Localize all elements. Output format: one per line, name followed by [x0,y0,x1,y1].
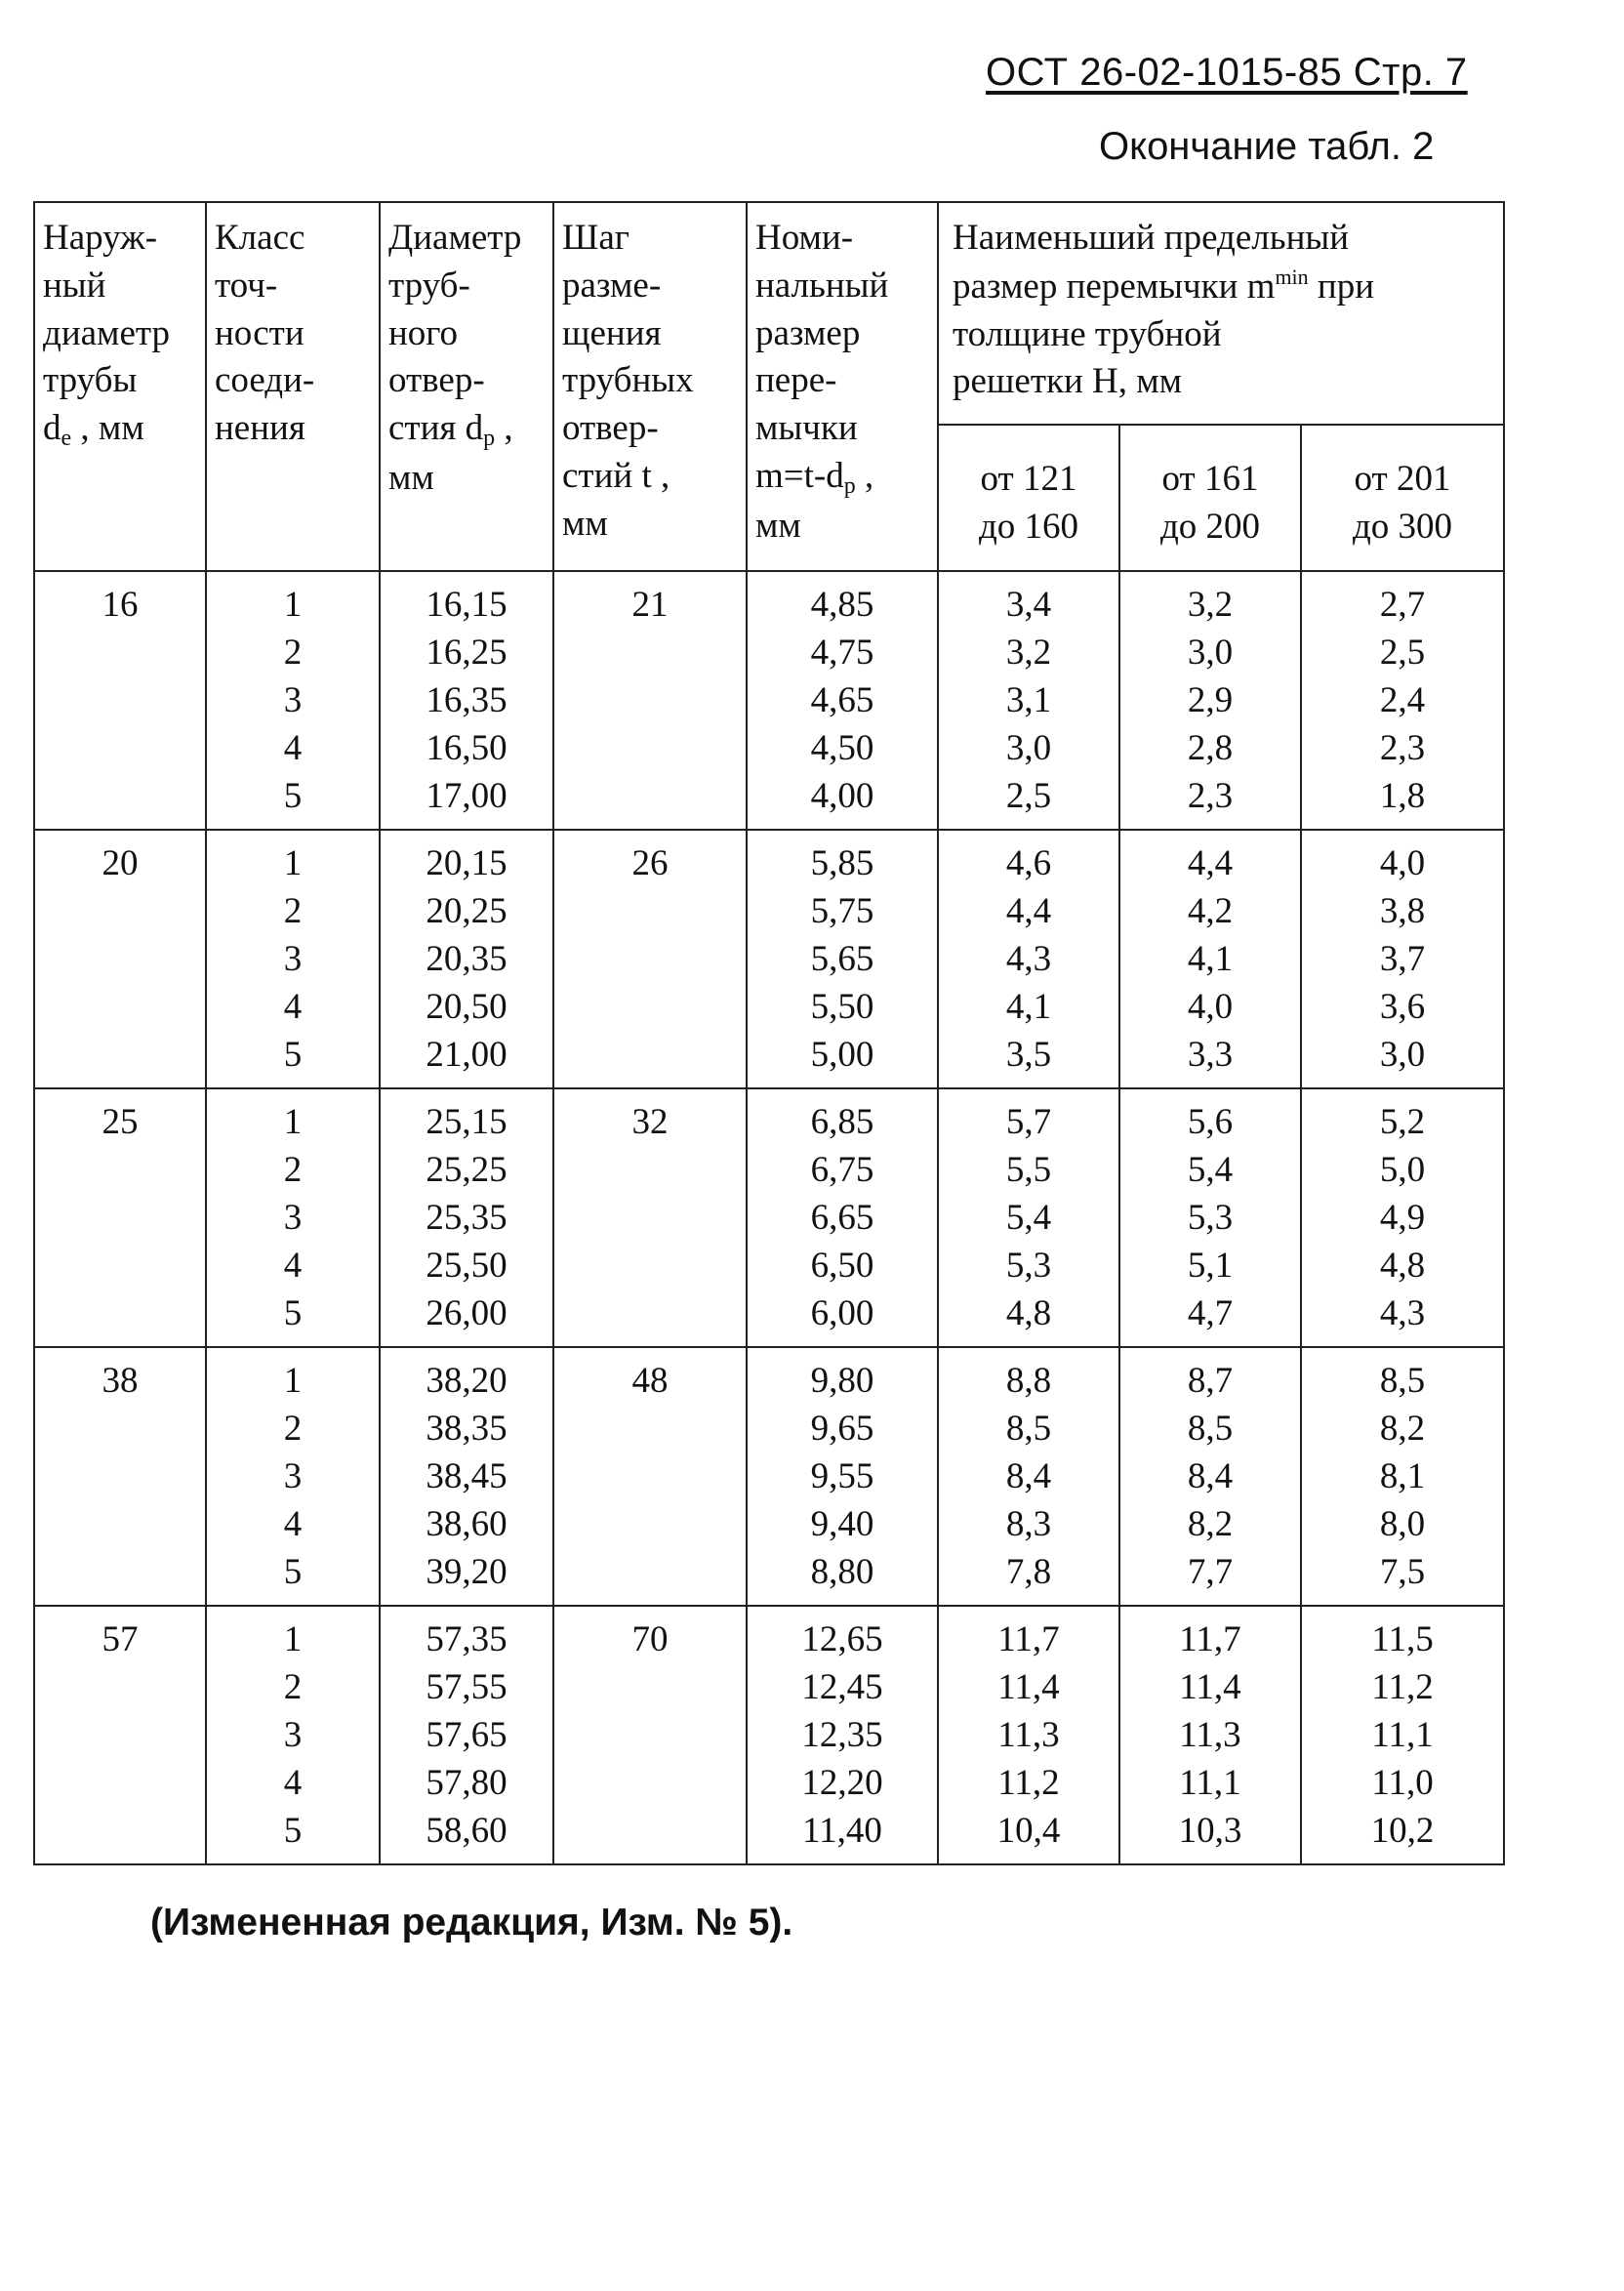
cell-min-bridge-161-200-value: 4,0 [1187,987,1234,1027]
cell-min-bridge-121-160-value: 11,4 [997,1667,1060,1707]
cell-nominal-bridge-value: 12,35 [801,1715,883,1755]
cell-min-bridge-161-200 [1119,1347,1301,1606]
cell-min-bridge-201-300-value: 3,6 [1379,987,1426,1027]
cell-accuracy-class-value: 2 [283,891,303,931]
cell-min-bridge-161-200 [1119,571,1301,830]
cell-min-bridge-121-160 [938,1606,1119,1864]
cell-min-bridge-201-300 [1301,1347,1504,1606]
cell-min-bridge-161-200-value: 2,8 [1187,728,1234,768]
cell-nominal-bridge-value: 6,50 [810,1246,874,1286]
cell-hole-diameter [380,830,553,1088]
cell-min-bridge-161-200-value: 3,0 [1187,633,1234,673]
cell-nominal-bridge-value: 4,65 [810,680,874,720]
table-row-group [34,830,1504,1088]
cell-hole-diameter-value: 16,35 [426,680,508,720]
cell-accuracy-class-value: 2 [283,1409,303,1449]
cell-min-bridge-201-300-value: 5,0 [1379,1150,1426,1190]
cell-accuracy-class-value: 5 [283,1552,303,1592]
cell-min-bridge-121-160-value: 3,4 [1005,585,1052,625]
cell-hole-diameter-value: 20,35 [426,939,508,979]
cell-hole-diameter-value: 25,25 [426,1150,508,1190]
cell-min-bridge-161-200-value: 10,3 [1178,1811,1242,1851]
cell-min-bridge-161-200-value: 7,7 [1187,1552,1234,1592]
cell-outer-diameter: 25 [34,1088,206,1347]
table-row [34,1347,1504,1606]
cell-hole-diameter-value: 16,50 [426,728,508,768]
cell-min-bridge-201-300-value: 3,0 [1379,1035,1426,1075]
cell-pitch: 21 [553,571,747,830]
cell-min-bridge-121-160-value: 10,4 [996,1811,1061,1851]
cell-hole-diameter [380,1088,553,1347]
cell-min-bridge-121-160-value: 5,3 [1005,1246,1052,1286]
cell-min-bridge-201-300-value: 1,8 [1379,776,1426,816]
cell-accuracy-class-value: 4 [283,987,303,1027]
cell-nominal-bridge-value: 11,40 [802,1811,882,1851]
cell-hole-diameter-value: 38,20 [426,1361,508,1401]
header-range-201-300: от 201 до 300 [1301,425,1504,571]
cell-outer-diameter: 57 [34,1606,206,1864]
cell-accuracy-class-value: 1 [283,585,303,625]
cell-min-bridge-201-300-value: 11,1 [1371,1715,1434,1755]
cell-min-bridge-201-300-value: 4,9 [1379,1198,1426,1238]
cell-accuracy-class [206,1347,380,1606]
cell-min-bridge-201-300-value: 8,1 [1379,1456,1426,1496]
cell-min-bridge-201-300-value: 3,8 [1379,891,1426,931]
cell-accuracy-class [206,571,380,830]
cell-min-bridge-201-300-value: 8,2 [1379,1409,1426,1449]
cell-min-bridge-121-160 [938,571,1119,830]
cell-accuracy-class-value: 1 [283,1361,303,1401]
cell-nominal-bridge-value: 4,85 [810,585,874,625]
cell-hole-diameter-value: 57,80 [426,1763,508,1803]
cell-min-bridge-121-160 [938,1347,1119,1606]
cell-min-bridge-121-160 [938,830,1119,1088]
cell-min-bridge-161-200-value: 11,1 [1179,1763,1241,1803]
cell-min-bridge-161-200-value: 11,3 [1179,1715,1241,1755]
cell-min-bridge-121-160-value: 5,4 [1005,1198,1052,1238]
cell-min-bridge-161-200-value: 4,1 [1187,939,1234,979]
cell-min-bridge-121-160-value: 3,5 [1005,1035,1052,1075]
cell-nominal-bridge-value: 5,85 [810,843,874,883]
cell-min-bridge-121-160-value: 7,8 [1005,1552,1052,1592]
cell-hole-diameter-value: 38,35 [426,1409,508,1449]
cell-accuracy-class-value: 3 [283,1198,303,1238]
cell-nominal-bridge [747,830,938,1088]
cell-accuracy-class-value: 5 [283,776,303,816]
cell-outer-diameter: 16 [34,571,206,830]
cell-accuracy-class-value: 3 [283,1456,303,1496]
cell-hole-diameter-value: 25,50 [426,1246,508,1286]
table-caption: Окончание табл. 2 [1099,125,1435,168]
cell-min-bridge-161-200-value: 11,4 [1179,1667,1241,1707]
cell-nominal-bridge [747,571,938,830]
table-row [34,1088,1504,1347]
cell-nominal-bridge-value: 9,55 [810,1456,874,1496]
cell-min-bridge-201-300-value: 3,7 [1379,939,1426,979]
cell-nominal-bridge-value: 12,45 [801,1667,883,1707]
cell-min-bridge-121-160-value: 11,3 [997,1715,1060,1755]
cell-nominal-bridge-value: 4,75 [810,633,874,673]
cell-min-bridge-201-300-value: 8,0 [1379,1504,1426,1544]
cell-min-bridge-161-200-value: 8,5 [1187,1409,1234,1449]
cell-min-bridge-161-200-value: 5,6 [1187,1102,1234,1142]
cell-min-bridge-201-300 [1301,830,1504,1088]
document-code: ОСТ 26-02-1015-85 Стр. 7 [986,51,1468,94]
cell-min-bridge-121-160-value: 3,1 [1005,680,1052,720]
cell-accuracy-class-value: 4 [283,1763,303,1803]
cell-hole-diameter-value: 20,50 [426,987,508,1027]
cell-min-bridge-201-300-value: 11,2 [1371,1667,1434,1707]
cell-hole-diameter-value: 38,45 [426,1456,508,1496]
cell-min-bridge-161-200-value: 3,2 [1187,585,1234,625]
cell-min-bridge-201-300-value: 5,2 [1379,1102,1426,1142]
cell-hole-diameter-value: 17,00 [426,776,508,816]
cell-min-bridge-121-160-value: 11,7 [997,1619,1060,1659]
cell-min-bridge-161-200-value: 8,4 [1187,1456,1234,1496]
cell-accuracy-class [206,1606,380,1864]
cell-min-bridge-201-300-value: 10,2 [1370,1811,1435,1851]
cell-min-bridge-161-200-value: 8,2 [1187,1504,1234,1544]
cell-min-bridge-121-160-value: 2,5 [1005,776,1052,816]
cell-pitch: 26 [553,830,747,1088]
cell-nominal-bridge-value: 5,65 [810,939,874,979]
cell-accuracy-class-value: 4 [283,728,303,768]
cell-hole-diameter-value: 21,00 [426,1035,508,1075]
cell-min-bridge-201-300-value: 7,5 [1379,1552,1426,1592]
cell-accuracy-class-value: 5 [283,1293,303,1333]
cell-hole-diameter-value: 39,20 [426,1552,508,1592]
header-min-bridge-group: Наименьший предельный размер перемычки $m^{min}$ при толщине трубной решетки H, мм [938,202,1504,425]
cell-min-bridge-121-160 [938,1088,1119,1347]
cell-min-bridge-121-160-value: 4,8 [1005,1293,1052,1333]
cell-hole-diameter-value: 16,25 [426,633,508,673]
header-pitch: Шаг разме- щения трубных отвер- стий t , мм [553,202,747,571]
cell-min-bridge-201-300-value: 2,3 [1379,728,1426,768]
cell-nominal-bridge-value: 6,00 [810,1293,874,1333]
table-row [34,1606,1504,1864]
cell-accuracy-class-value: 2 [283,1150,303,1190]
cell-nominal-bridge-value: 6,75 [810,1150,874,1190]
header-range-161-200: от 161 до 200 [1119,425,1301,571]
cell-min-bridge-161-200-value: 4,7 [1187,1293,1234,1333]
cell-min-bridge-161-200 [1119,1606,1301,1864]
header-nominal-bridge: Номи- нальный размер пере- мычки $m=t-d_p$ , мм [747,202,938,571]
cell-min-bridge-161-200-value: 11,7 [1179,1619,1241,1659]
cell-hole-diameter-value: 20,25 [426,891,508,931]
cell-nominal-bridge-value: 9,40 [810,1504,874,1544]
cell-accuracy-class-value: 2 [283,1667,303,1707]
cell-nominal-bridge-value: 6,65 [810,1198,874,1238]
amendment-note: (Измененная редакция, Изм. № 5). [150,1902,793,1943]
cell-hole-diameter-value: 20,15 [426,843,508,883]
cell-accuracy-class-value: 4 [283,1246,303,1286]
cell-hole-diameter-value: 58,60 [426,1811,508,1851]
cell-accuracy-class-value: 3 [283,680,303,720]
header-outer-diameter: Наруж- ный диаметр трубы $d_e$ , мм [34,202,206,571]
cell-outer-diameter: 20 [34,830,206,1088]
cell-nominal-bridge [747,1347,938,1606]
cell-min-bridge-161-200-value: 5,3 [1187,1198,1234,1238]
cell-pitch: 70 [553,1606,747,1864]
header-hole-diameter: Диаметр труб- ного отвер- стия $d_р$ , мм [380,202,553,571]
cell-min-bridge-121-160-value: 11,2 [997,1763,1060,1803]
cell-nominal-bridge [747,1088,938,1347]
cell-min-bridge-161-200-value: 2,3 [1187,776,1234,816]
table-row-group [34,1606,1504,1864]
table-row-group [34,1347,1504,1606]
cell-outer-diameter: 38 [34,1347,206,1606]
cell-accuracy-class-value: 5 [283,1035,303,1075]
cell-nominal-bridge-value: 6,85 [810,1102,874,1142]
cell-nominal-bridge-value: 5,75 [810,891,874,931]
cell-min-bridge-161-200-value: 3,3 [1187,1035,1234,1075]
cell-accuracy-class [206,1088,380,1347]
table-row [34,830,1504,1088]
cell-min-bridge-121-160-value: 8,8 [1005,1361,1052,1401]
cell-accuracy-class-value: 1 [283,1102,303,1142]
cell-hole-diameter-value: 38,60 [426,1504,508,1544]
cell-accuracy-class-value: 4 [283,1504,303,1544]
cell-nominal-bridge-value: 9,65 [810,1409,874,1449]
cell-min-bridge-161-200-value: 2,9 [1187,680,1234,720]
cell-min-bridge-201-300-value: 4,8 [1379,1246,1426,1286]
cell-pitch: 48 [553,1347,747,1606]
cell-min-bridge-121-160-value: 8,4 [1005,1456,1052,1496]
cell-nominal-bridge-value: 9,80 [810,1361,874,1401]
cell-hole-diameter-value: 57,55 [426,1667,508,1707]
cell-hole-diameter [380,571,553,830]
cell-hole-diameter-value: 25,35 [426,1198,508,1238]
cell-min-bridge-161-200-value: 4,4 [1187,843,1234,883]
cell-hole-diameter-value: 25,15 [426,1102,508,1142]
cell-pitch: 32 [553,1088,747,1347]
data-table [33,201,1505,1865]
cell-nominal-bridge-value: 4,00 [810,776,874,816]
table-row [34,571,1504,830]
cell-min-bridge-161-200-value: 4,2 [1187,891,1234,931]
cell-accuracy-class-value: 3 [283,939,303,979]
cell-min-bridge-121-160-value: 8,3 [1005,1504,1052,1544]
cell-accuracy-class-value: 3 [283,1715,303,1755]
cell-min-bridge-201-300-value: 4,3 [1379,1293,1426,1333]
cell-hole-diameter-value: 57,65 [426,1715,508,1755]
cell-nominal-bridge-value: 12,20 [801,1763,883,1803]
cell-hole-diameter-value: 26,00 [426,1293,508,1333]
cell-min-bridge-121-160-value: 4,6 [1005,843,1052,883]
cell-min-bridge-161-200 [1119,830,1301,1088]
table-row-group [34,1088,1504,1347]
cell-nominal-bridge-value: 12,65 [801,1619,883,1659]
cell-min-bridge-121-160-value: 4,1 [1005,987,1052,1027]
cell-min-bridge-121-160-value: 5,7 [1005,1102,1052,1142]
cell-min-bridge-201-300-value: 8,5 [1379,1361,1426,1401]
cell-min-bridge-161-200-value: 8,7 [1187,1361,1234,1401]
cell-min-bridge-201-300-value: 11,0 [1371,1763,1434,1803]
cell-nominal-bridge-value: 5,00 [810,1035,874,1075]
table-header [34,202,1504,571]
cell-min-bridge-201-300-value: 2,4 [1379,680,1426,720]
cell-accuracy-class-value: 1 [283,843,303,883]
header-range-121-160: от 121 до 160 [938,425,1119,571]
cell-nominal-bridge-value: 8,80 [810,1552,874,1592]
cell-accuracy-class-value: 1 [283,1619,303,1659]
cell-min-bridge-201-300-value: 4,0 [1379,843,1426,883]
cell-hole-diameter-value: 57,35 [426,1619,508,1659]
cell-min-bridge-161-200-value: 5,1 [1187,1246,1234,1286]
cell-accuracy-class-value: 5 [283,1811,303,1851]
cell-min-bridge-121-160-value: 3,0 [1005,728,1052,768]
cell-min-bridge-201-300 [1301,571,1504,830]
cell-min-bridge-121-160-value: 5,5 [1005,1150,1052,1190]
cell-min-bridge-201-300 [1301,1088,1504,1347]
cell-hole-diameter [380,1347,553,1606]
cell-min-bridge-161-200 [1119,1088,1301,1347]
cell-accuracy-class-value: 2 [283,633,303,673]
cell-min-bridge-161-200-value: 5,4 [1187,1150,1234,1190]
cell-min-bridge-201-300 [1301,1606,1504,1864]
cell-hole-diameter [380,1606,553,1864]
table-row-group [34,571,1504,830]
cell-min-bridge-121-160-value: 4,4 [1005,891,1052,931]
header-accuracy-class: Класс точ- ности соеди- нения [206,202,380,571]
cell-nominal-bridge-value: 5,50 [810,987,874,1027]
cell-min-bridge-121-160-value: 8,5 [1005,1409,1052,1449]
cell-min-bridge-201-300-value: 2,7 [1379,585,1426,625]
cell-accuracy-class [206,830,380,1088]
cell-nominal-bridge [747,1606,938,1864]
cell-min-bridge-121-160-value: 3,2 [1005,633,1052,673]
cell-nominal-bridge-value: 4,50 [810,728,874,768]
cell-min-bridge-201-300-value: 2,5 [1379,633,1426,673]
cell-min-bridge-121-160-value: 4,3 [1005,939,1052,979]
cell-hole-diameter-value: 16,15 [426,585,508,625]
cell-min-bridge-201-300-value: 11,5 [1371,1619,1434,1659]
